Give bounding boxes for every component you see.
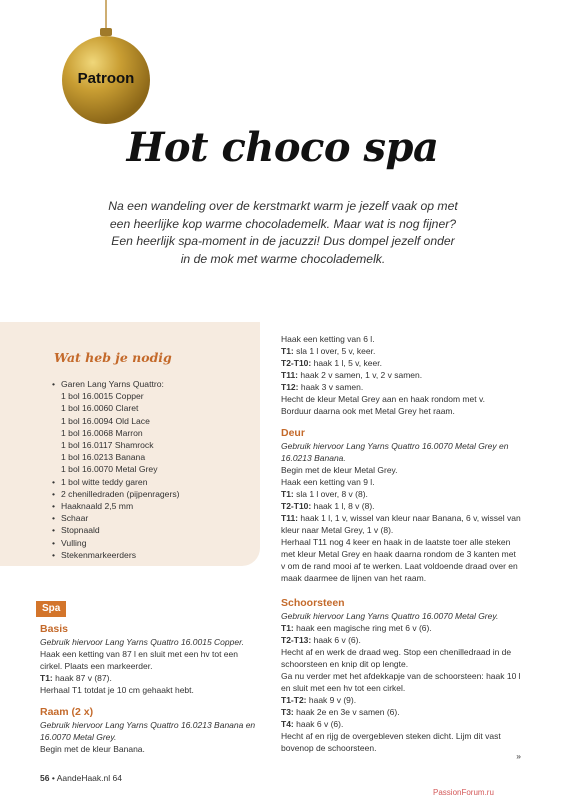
materials-list <box>52 378 257 561</box>
list-item: • Schaar <box>52 512 257 524</box>
instruction-line <box>281 381 521 393</box>
instruction-line <box>281 476 521 488</box>
instruction-text: haak 3 v samen. <box>298 382 364 392</box>
deur-instructions <box>281 464 521 584</box>
issue-label: AandeHaak.nl 64 <box>56 773 122 783</box>
list-item: • Vulling <box>52 537 257 549</box>
row-label: T2-T10: <box>281 501 312 511</box>
instruction-text: Ga nu verder met het afdekkapje van de schoorsteen: haak 10 l en sluit met een hv tot een cirkel. <box>281 671 521 693</box>
list-item: • Haaknaald 2,5 mm <box>52 500 257 512</box>
instruction-line <box>281 345 521 357</box>
instruction-text: haak 2e en 3e v samen (6). <box>293 707 400 717</box>
instruction-text: Haak een ketting van 6 l. <box>281 334 375 344</box>
list-item: 1 bol 16.0117 Shamrock <box>61 440 154 451</box>
instruction-line <box>281 634 521 646</box>
instruction-line <box>281 357 521 369</box>
section-heading-basis: Basis <box>40 623 69 635</box>
instruction-text: haak 9 v (9). <box>306 695 357 705</box>
instruction-line <box>40 743 262 755</box>
right-column <box>281 333 521 762</box>
christmas-ornament-icon <box>62 0 152 135</box>
section-note-deur: Gebruik hiervoor Lang Yarns Quattro 16.0070 Metal Grey en 16.0213 Banana. <box>281 441 509 463</box>
list-item: 1 bol 16.0094 Old Lace <box>61 415 150 426</box>
instruction-text: Herhaal T11 nog 4 keer en haak in de laatste toer alle steken met kleur Metal Grey en haak daarna rondom de 3 kanten met v om de rand mooi af te werken. Laat voldoende draad over en maak daarmee de lijnen van het raam. <box>281 537 518 583</box>
row-label: T3: <box>281 707 294 717</box>
basis-instructions <box>40 648 262 696</box>
instruction-text: Haak een ketting van 9 l. <box>281 477 375 487</box>
row-label: T1-T2: <box>281 695 307 705</box>
instruction-text: Hecht af en rijg de overgebleven steken dicht. Lijm dit vast bovenop de schoorsteen. <box>281 731 501 753</box>
instruction-text: haak 2 v samen, 1 v, 2 v samen. <box>298 370 423 380</box>
materials-title: Wat heb je nodig <box>54 350 172 365</box>
list-item: 1 bol 16.0068 Marron <box>61 427 143 438</box>
instruction-text: Hecht de kleur Metal Grey aan en haak rondom met v. <box>281 394 485 404</box>
list-item: 1 bol 16.0070 Metal Grey <box>61 464 158 475</box>
section-note-raam: Gebruik hiervoor Lang Yarns Quattro 16.0213 Banana en 16.0070 Metal Grey. <box>40 720 256 742</box>
list-item: • 2 chenilledraden (pijpenragers) <box>52 488 257 500</box>
list-item: • Stekenmarkeerders <box>52 549 257 561</box>
instruction-line <box>281 405 521 417</box>
row-label: T12: <box>281 382 299 392</box>
instruction-line <box>281 646 521 670</box>
page-title: Hot choco spa <box>126 124 439 171</box>
instruction-text: Hecht af en werk de draad weg. Stop een chenilledraad in de schoorsteen en knip dit op lengte. <box>281 647 512 669</box>
instruction-line <box>281 488 521 500</box>
list-item: 1 bol 16.0213 Banana <box>61 452 146 463</box>
schoorsteen-instructions <box>281 622 521 754</box>
instruction-line <box>40 672 262 684</box>
page-footer <box>40 773 122 783</box>
top-instructions <box>281 333 521 417</box>
instruction-line <box>281 536 521 584</box>
instruction-text: haak 1 l, 5 v, keer. <box>311 358 382 368</box>
section-heading-deur: Deur <box>281 427 305 439</box>
instruction-text: Borduur daarna ook met Metal Grey het raam. <box>281 406 455 416</box>
section-heading-raam: Raam (2 x) <box>40 706 94 718</box>
pattern-badge: Patroon <box>77 70 135 87</box>
list-item: 1 bol 16.0015 Copper <box>61 391 144 402</box>
continue-marker: » <box>516 751 521 761</box>
instruction-text: Herhaal T1 totdat je 10 cm gehaakt hebt. <box>40 685 194 695</box>
instruction-line <box>281 512 521 536</box>
instruction-text: haak 87 v (87). <box>52 673 112 683</box>
instruction-line <box>281 333 521 345</box>
row-label: T1: <box>40 673 53 683</box>
instruction-line <box>281 500 521 512</box>
instruction-text: haak een magische ring met 6 v (6). <box>293 623 432 633</box>
list-item: • Stopnaald <box>52 524 257 536</box>
instruction-text: Begin met de kleur Banana. <box>40 744 145 754</box>
instruction-line <box>281 393 521 405</box>
section-note-basis: Gebruik hiervoor Lang Yarns Quattro 16.0015 Copper. <box>40 637 244 647</box>
row-label: T1: <box>281 489 294 499</box>
instruction-line <box>281 694 521 706</box>
instruction-text: haak 1 l, 1 v, wissel van kleur naar Banana, 6 v, wissel van kleur naar Metal Grey, 1 v (8). <box>281 513 521 535</box>
instruction-text: haak 1 l, 8 v (8). <box>311 501 375 511</box>
row-label: T11: <box>281 513 299 523</box>
instruction-line <box>281 369 521 381</box>
row-label: T4: <box>281 719 294 729</box>
raam-instructions <box>40 743 262 755</box>
instruction-text: haak 6 v (6). <box>311 635 361 645</box>
list-item: 1 bol 16.0060 Claret <box>61 403 139 414</box>
list-item: • 1 bol witte teddy garen <box>52 476 257 488</box>
instruction-text: Haak een ketting van 87 l en sluit met een hv tot een cirkel. Plaats een markeerder. <box>40 649 238 671</box>
footer-separator: • <box>51 773 55 783</box>
instruction-text: sla 1 l over, 8 v (8). <box>293 489 368 499</box>
instruction-text: Begin met de kleur Metal Grey. <box>281 465 398 475</box>
list-item: • Garen Lang Yarns Quattro: <box>52 378 257 390</box>
instruction-line <box>40 684 262 696</box>
instruction-text: haak 6 v (6). <box>293 719 344 729</box>
instruction-line <box>281 622 521 634</box>
spa-tag: Spa <box>36 601 66 617</box>
row-label: T2-T13: <box>281 635 312 645</box>
page-number: 56 <box>40 773 50 783</box>
instruction-text: sla 1 l over, 5 v, keer. <box>293 346 376 356</box>
section-heading-schoorsteen: Schoorsteen <box>281 597 345 609</box>
section-note-schoorsteen: Gebruik hiervoor Lang Yarns Quattro 16.0070 Metal Grey. <box>281 611 499 621</box>
row-label: T2-T10: <box>281 358 312 368</box>
instruction-line <box>281 718 521 730</box>
row-label: T11: <box>281 370 299 380</box>
row-label: T1: <box>281 346 294 356</box>
instruction-line <box>40 648 262 672</box>
left-column <box>40 622 262 755</box>
row-label: T1: <box>281 623 294 633</box>
instruction-line <box>281 670 521 694</box>
watermark: PassionForum.ru <box>433 788 494 797</box>
instruction-line <box>281 464 521 476</box>
intro-text: Na een wandeling over de kerstmarkt warm je jezelf vaak op met een heerlijke kop warme chocolademelk. Maar wat is nog fijner? Een heerlijk spa-moment in de jacuzzi! Dus dompel jezelf onder in de mok met warme chocolademelk. <box>108 199 458 266</box>
instruction-line <box>281 706 521 718</box>
